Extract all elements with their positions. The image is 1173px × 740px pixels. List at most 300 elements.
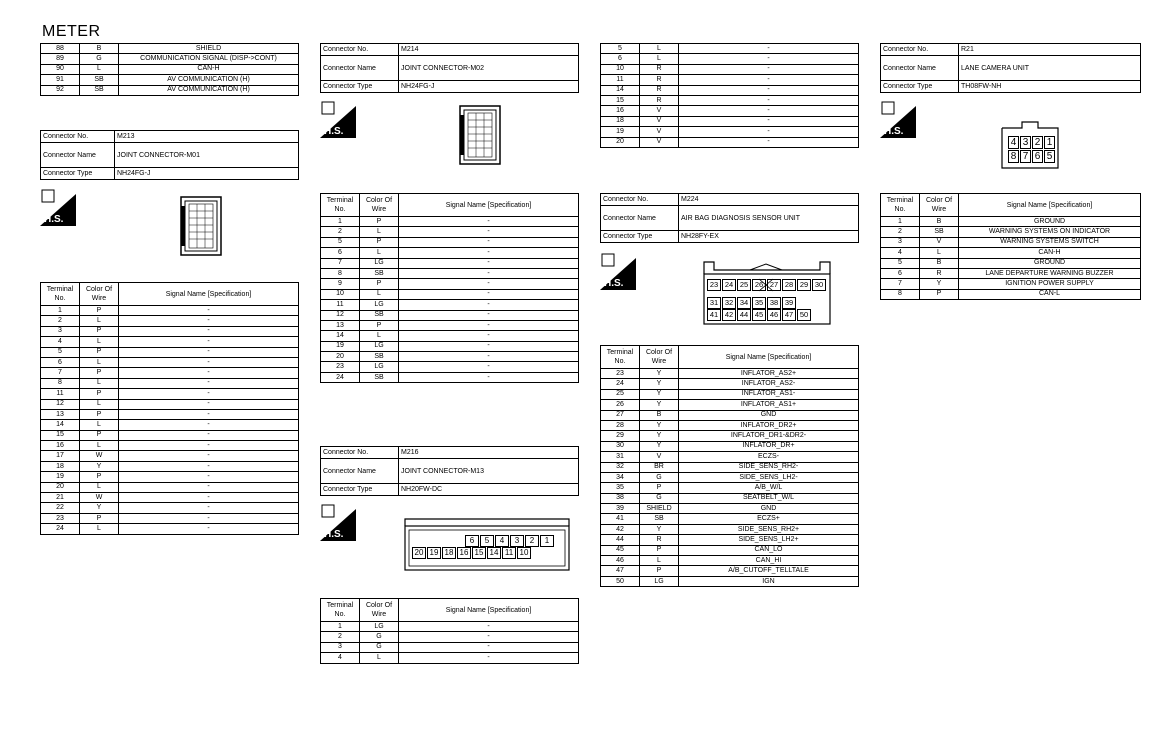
table-row bbox=[601, 75, 859, 85]
m214-connector-icon bbox=[459, 105, 501, 165]
terminal-no-cell: 22 bbox=[41, 503, 80, 513]
wire-color-cell: V bbox=[640, 137, 679, 147]
table-row bbox=[321, 237, 579, 247]
harness-side-icon bbox=[320, 503, 356, 541]
terminal-no-cell: 46 bbox=[601, 556, 640, 566]
wire-color-cell: SHIELD bbox=[640, 504, 679, 514]
signal-name-cell: - bbox=[119, 389, 299, 399]
table-row bbox=[41, 326, 299, 336]
wire-color-cell: P bbox=[80, 347, 119, 357]
wire-color-cell: G bbox=[640, 472, 679, 482]
terminal-no-cell: 15 bbox=[41, 430, 80, 440]
table-row bbox=[601, 64, 859, 74]
table-row bbox=[881, 248, 1141, 258]
table-row bbox=[601, 514, 859, 524]
wire-color-cell: P bbox=[80, 513, 119, 523]
signal-name-cell: SIDE_SENS_LH2+ bbox=[679, 535, 859, 545]
table-row bbox=[601, 44, 859, 54]
terminal-no-cell: 35 bbox=[601, 483, 640, 493]
table-row bbox=[321, 217, 579, 227]
signal-name-cell: - bbox=[119, 472, 299, 482]
signal-name-cell: - bbox=[119, 420, 299, 430]
table-row bbox=[321, 331, 579, 341]
table-row bbox=[321, 632, 579, 642]
signal-name-cell: - bbox=[679, 116, 859, 126]
terminal-no-cell: 10 bbox=[601, 64, 640, 74]
table-row bbox=[41, 430, 299, 440]
terminal-no-cell: 11 bbox=[601, 75, 640, 85]
table-row bbox=[601, 483, 859, 493]
signal-name-cell: - bbox=[119, 524, 299, 534]
signal-name-cell: - bbox=[679, 75, 859, 85]
pin-label: 15 bbox=[472, 547, 486, 559]
m216-signal-table bbox=[320, 598, 579, 664]
table-row bbox=[881, 279, 1141, 289]
table-row bbox=[601, 137, 859, 147]
signal-name-cell: - bbox=[679, 137, 859, 147]
terminal-no-cell: 13 bbox=[321, 320, 360, 330]
r21-connector-info bbox=[880, 43, 1141, 93]
signal-name-header: Signal Name [Specification] bbox=[399, 599, 579, 622]
wire-color-cell: LG bbox=[640, 576, 679, 586]
table-row bbox=[41, 461, 299, 471]
pin-label: 46 bbox=[767, 309, 781, 321]
harness-side-icon bbox=[600, 252, 636, 290]
terminal-no-cell: 19 bbox=[321, 341, 360, 351]
wire-color-cell: L bbox=[80, 420, 119, 430]
terminal-no-cell: 32 bbox=[601, 462, 640, 472]
terminal-no-cell: 14 bbox=[321, 331, 360, 341]
table-row bbox=[321, 362, 579, 372]
table-row bbox=[41, 75, 299, 85]
pin-label: 32 bbox=[722, 297, 736, 309]
terminal-no-cell: 6 bbox=[601, 54, 640, 64]
terminal-no-cell: 9 bbox=[321, 279, 360, 289]
table-row bbox=[321, 258, 579, 268]
pin-label: 2 bbox=[525, 535, 539, 547]
table-row bbox=[601, 493, 859, 503]
pin-label: 27 bbox=[767, 279, 781, 291]
signal-name-cell: - bbox=[399, 300, 579, 310]
terminal-no-cell: 24 bbox=[41, 524, 80, 534]
connector-type-label: Connector Type bbox=[601, 231, 679, 243]
m224-connector-info bbox=[600, 193, 859, 243]
terminal-no-cell: 34 bbox=[601, 472, 640, 482]
pin-label: 8 bbox=[1008, 150, 1019, 163]
table-row bbox=[41, 472, 299, 482]
signal-name-cell: - bbox=[119, 337, 299, 347]
table-row bbox=[321, 352, 579, 362]
table-row bbox=[41, 399, 299, 409]
signal-name-cell: - bbox=[119, 409, 299, 419]
terminal-no-cell: 2 bbox=[321, 632, 360, 642]
signal-name-header: Signal Name [Specification] bbox=[399, 194, 579, 217]
table-row bbox=[321, 300, 579, 310]
terminal-no-cell: 14 bbox=[601, 85, 640, 95]
terminal-no-cell: 10 bbox=[321, 289, 360, 299]
signal-name-cell: INFLATOR_DR1-&DR2- bbox=[679, 431, 859, 441]
wire-color-cell: BR bbox=[640, 462, 679, 472]
signal-name-cell: INFLATOR_AS1+ bbox=[679, 400, 859, 410]
terminal-no-cell: 16 bbox=[41, 441, 80, 451]
signal-name-cell: COMMUNICATION SIGNAL (DISP->CONT) bbox=[119, 54, 299, 64]
pin-label: 20 bbox=[412, 547, 426, 559]
terminal-no-cell: 6 bbox=[321, 248, 360, 258]
signal-name-cell: A/B_CUTOFF_TELLTALE bbox=[679, 566, 859, 576]
connector-type-label: Connector Type bbox=[321, 484, 399, 496]
table-row bbox=[601, 389, 859, 399]
signal-name-cell: SEATBELT_W/L bbox=[679, 493, 859, 503]
wire-color-cell: L bbox=[80, 399, 119, 409]
connector-name-label: Connector Name bbox=[881, 56, 959, 81]
terminal-no-cell: 4 bbox=[321, 653, 360, 663]
connector-name-label: Connector Name bbox=[601, 206, 679, 231]
wire-color-cell: B bbox=[920, 258, 959, 268]
wire-color-cell: R bbox=[640, 64, 679, 74]
signal-name-cell: - bbox=[399, 268, 579, 278]
table-row bbox=[601, 566, 859, 576]
wire-color-cell: W bbox=[80, 451, 119, 461]
harness-side-icon bbox=[40, 188, 76, 226]
table-row bbox=[321, 227, 579, 237]
table-row bbox=[41, 347, 299, 357]
pin-label: 10 bbox=[517, 547, 531, 559]
signal-name-cell: - bbox=[399, 289, 579, 299]
terminal-no-cell: 5 bbox=[601, 44, 640, 54]
terminal-no-cell: 11 bbox=[321, 300, 360, 310]
terminal-no-cell: 2 bbox=[881, 227, 920, 237]
wire-color-cell: L bbox=[360, 248, 399, 258]
signal-name-header: Signal Name [Specification] bbox=[959, 194, 1141, 217]
signal-name-cell: INFLATOR_AS1- bbox=[679, 389, 859, 399]
wire-color-cell: P bbox=[80, 306, 119, 316]
terminal-no-cell: 50 bbox=[601, 576, 640, 586]
terminal-no-header: Terminal No. bbox=[601, 346, 640, 369]
wire-color-cell: P bbox=[80, 326, 119, 336]
signal-name-cell: INFLATOR_AS2+ bbox=[679, 369, 859, 379]
table-row bbox=[881, 258, 1141, 268]
terminal-no-cell: 45 bbox=[601, 545, 640, 555]
connector-no-value: M213 bbox=[115, 131, 299, 143]
terminal-no-header: Terminal No. bbox=[41, 283, 80, 306]
signal-name-cell: ECZS+ bbox=[679, 514, 859, 524]
connector-type-value: NH24FG-J bbox=[115, 168, 299, 180]
pin-label: 3 bbox=[510, 535, 524, 547]
signal-name-cell: - bbox=[399, 320, 579, 330]
wire-color-cell: G bbox=[80, 54, 119, 64]
wire-color-cell: R bbox=[640, 95, 679, 105]
terminal-no-header: Terminal No. bbox=[321, 599, 360, 622]
table-row bbox=[41, 44, 299, 54]
table-row bbox=[601, 127, 859, 137]
table-row bbox=[601, 95, 859, 105]
terminal-no-cell: 3 bbox=[321, 642, 360, 652]
top-signal-table bbox=[40, 43, 299, 96]
signal-name-cell: - bbox=[679, 127, 859, 137]
signal-name-cell: AV COMMUNICATION (H) bbox=[119, 75, 299, 85]
pin-label: 3 bbox=[1020, 136, 1031, 149]
pin-label: 1 bbox=[1044, 136, 1055, 149]
m216-connector-info bbox=[320, 446, 579, 496]
wire-color-cell: G bbox=[360, 632, 399, 642]
wire-color-cell: Y bbox=[640, 400, 679, 410]
terminal-no-cell: 2 bbox=[321, 227, 360, 237]
table-row bbox=[601, 535, 859, 545]
signal-name-cell: - bbox=[679, 85, 859, 95]
terminal-no-cell: 18 bbox=[41, 461, 80, 471]
pin-label: 6 bbox=[465, 535, 479, 547]
terminal-no-cell: 13 bbox=[41, 409, 80, 419]
color-of-wire-header: Color Of Wire bbox=[360, 599, 399, 622]
terminal-no-cell: 23 bbox=[41, 513, 80, 523]
wire-color-cell: R bbox=[920, 268, 959, 278]
pin-label: 31 bbox=[707, 297, 721, 309]
pin-label: 35 bbox=[752, 297, 766, 309]
signal-name-cell: - bbox=[399, 237, 579, 247]
wire-color-cell: P bbox=[80, 472, 119, 482]
wire-color-cell: Y bbox=[80, 461, 119, 471]
table-row bbox=[41, 493, 299, 503]
svg-text:H.S.: H.S. bbox=[324, 529, 344, 540]
wire-color-cell: V bbox=[920, 237, 959, 247]
terminal-no-cell: 1 bbox=[41, 306, 80, 316]
signal-name-cell: GROUND bbox=[959, 258, 1141, 268]
table-row bbox=[601, 85, 859, 95]
wire-color-cell: L bbox=[80, 357, 119, 367]
wire-color-cell: L bbox=[80, 441, 119, 451]
wire-color-cell: P bbox=[80, 368, 119, 378]
table-row bbox=[41, 378, 299, 388]
signal-name-cell: - bbox=[399, 331, 579, 341]
signal-name-cell: WARNING SYSTEMS ON INDICATOR bbox=[959, 227, 1141, 237]
table-row bbox=[41, 368, 299, 378]
terminal-no-cell: 20 bbox=[41, 482, 80, 492]
pin-label: 16 bbox=[457, 547, 471, 559]
table-row bbox=[601, 576, 859, 586]
svg-text:H.S.: H.S. bbox=[884, 126, 904, 137]
terminal-no-cell: 24 bbox=[321, 372, 360, 382]
signal-name-cell: - bbox=[119, 493, 299, 503]
signal-name-cell: - bbox=[399, 632, 579, 642]
table-row bbox=[321, 279, 579, 289]
pin-label: 6 bbox=[1032, 150, 1043, 163]
terminal-no-cell: 12 bbox=[321, 310, 360, 320]
connector-no-value: R21 bbox=[959, 44, 1141, 56]
table-row bbox=[41, 357, 299, 367]
connector-type-label: Connector Type bbox=[321, 81, 399, 93]
wire-color-cell: Y bbox=[920, 279, 959, 289]
signal-name-cell: - bbox=[679, 106, 859, 116]
signal-name-cell: GND bbox=[679, 504, 859, 514]
m213-connector-info bbox=[40, 130, 299, 180]
connector-type-label: Connector Type bbox=[881, 81, 959, 93]
terminal-no-cell: 5 bbox=[41, 347, 80, 357]
terminal-no-cell: 28 bbox=[601, 420, 640, 430]
terminal-no-cell: 39 bbox=[601, 504, 640, 514]
wire-color-cell: P bbox=[80, 430, 119, 440]
wire-color-cell: LG bbox=[360, 341, 399, 351]
wire-color-cell: LG bbox=[360, 362, 399, 372]
table-row bbox=[601, 504, 859, 514]
wire-color-cell: P bbox=[80, 389, 119, 399]
table-row bbox=[41, 389, 299, 399]
pin-label: 28 bbox=[782, 279, 796, 291]
wire-color-cell: Y bbox=[80, 503, 119, 513]
m214-signal-table bbox=[320, 193, 579, 383]
terminal-no-cell: 1 bbox=[321, 217, 360, 227]
wire-color-cell: V bbox=[640, 452, 679, 462]
signal-name-header: Signal Name [Specification] bbox=[119, 283, 299, 306]
signal-name-cell: IGN bbox=[679, 576, 859, 586]
wire-color-cell: P bbox=[80, 409, 119, 419]
pin-label: 39 bbox=[782, 297, 796, 309]
table-row bbox=[601, 379, 859, 389]
wire-color-cell: SB bbox=[360, 268, 399, 278]
table-row bbox=[601, 524, 859, 534]
connector-no-label: Connector No. bbox=[881, 44, 959, 56]
table-row bbox=[321, 320, 579, 330]
svg-text:H.S.: H.S. bbox=[324, 126, 344, 137]
table-row bbox=[601, 441, 859, 451]
m216-connector-icon bbox=[401, 518, 573, 572]
terminal-no-cell: 18 bbox=[601, 116, 640, 126]
connector-name-value: AIR BAG DIAGNOSIS SENSOR UNIT bbox=[679, 206, 859, 231]
continuation-signal-table bbox=[600, 43, 859, 148]
connector-name-label: Connector Name bbox=[321, 56, 399, 81]
signal-name-cell: - bbox=[119, 326, 299, 336]
signal-name-cell: - bbox=[399, 217, 579, 227]
color-of-wire-header: Color Of Wire bbox=[920, 194, 959, 217]
wire-color-cell: Y bbox=[640, 379, 679, 389]
table-row bbox=[41, 316, 299, 326]
pin-label: 23 bbox=[707, 279, 721, 291]
terminal-no-cell: 27 bbox=[601, 410, 640, 420]
pin-label: 38 bbox=[767, 297, 781, 309]
pin-label: 42 bbox=[722, 309, 736, 321]
terminal-no-cell: 42 bbox=[601, 524, 640, 534]
table-row bbox=[321, 653, 579, 663]
signal-name-cell: - bbox=[399, 258, 579, 268]
signal-name-header: Signal Name [Specification] bbox=[679, 346, 859, 369]
signal-name-cell: - bbox=[119, 430, 299, 440]
wire-color-cell: V bbox=[640, 116, 679, 126]
terminal-no-cell: 8 bbox=[321, 268, 360, 278]
signal-name-cell: - bbox=[679, 64, 859, 74]
table-row bbox=[601, 452, 859, 462]
terminal-no-cell: 3 bbox=[41, 326, 80, 336]
terminal-no-cell: 26 bbox=[601, 400, 640, 410]
terminal-no-cell: 91 bbox=[41, 75, 80, 85]
wire-color-cell: Y bbox=[640, 431, 679, 441]
color-of-wire-header: Color Of Wire bbox=[80, 283, 119, 306]
signal-name-cell: A/B_W/L bbox=[679, 483, 859, 493]
table-row bbox=[41, 337, 299, 347]
wire-color-cell: SB bbox=[80, 75, 119, 85]
terminal-no-cell: 3 bbox=[881, 237, 920, 247]
m224-connector-icon bbox=[702, 260, 832, 326]
connector-name-value: JOINT CONNECTOR-M01 bbox=[115, 143, 299, 168]
table-row bbox=[881, 227, 1141, 237]
terminal-no-cell: 92 bbox=[41, 85, 80, 95]
signal-name-cell: - bbox=[119, 368, 299, 378]
table-row bbox=[601, 54, 859, 64]
m214-connector-info bbox=[320, 43, 579, 93]
terminal-no-cell: 12 bbox=[41, 399, 80, 409]
signal-name-cell: - bbox=[399, 622, 579, 632]
pin-label: 29 bbox=[797, 279, 811, 291]
wire-color-cell: R bbox=[640, 535, 679, 545]
terminal-no-cell: 1 bbox=[881, 217, 920, 227]
signal-name-cell: CAN-L bbox=[959, 289, 1141, 299]
signal-name-cell: - bbox=[119, 482, 299, 492]
table-row bbox=[601, 545, 859, 555]
signal-name-cell: GROUND bbox=[959, 217, 1141, 227]
table-row bbox=[41, 85, 299, 95]
connector-no-label: Connector No. bbox=[601, 194, 679, 206]
table-row bbox=[601, 116, 859, 126]
table-row bbox=[601, 106, 859, 116]
table-row bbox=[601, 462, 859, 472]
wire-color-cell: P bbox=[920, 289, 959, 299]
table-row bbox=[321, 289, 579, 299]
table-row bbox=[41, 64, 299, 74]
pin-label: 24 bbox=[722, 279, 736, 291]
wire-color-cell: SB bbox=[920, 227, 959, 237]
wire-color-cell: L bbox=[80, 64, 119, 74]
table-row bbox=[321, 268, 579, 278]
signal-name-cell: CAN-H bbox=[119, 64, 299, 74]
signal-name-cell: - bbox=[399, 310, 579, 320]
terminal-no-cell: 6 bbox=[41, 357, 80, 367]
terminal-no-cell: 16 bbox=[601, 106, 640, 116]
signal-name-cell: INFLATOR_DR+ bbox=[679, 441, 859, 451]
table-row bbox=[41, 420, 299, 430]
wire-color-cell: Y bbox=[640, 369, 679, 379]
signal-name-cell: ECZS- bbox=[679, 452, 859, 462]
table-row bbox=[881, 268, 1141, 278]
connector-no-value: M224 bbox=[679, 194, 859, 206]
signal-name-cell: - bbox=[119, 503, 299, 513]
signal-name-cell: - bbox=[679, 44, 859, 54]
wire-color-cell: L bbox=[360, 653, 399, 663]
terminal-no-cell: 4 bbox=[41, 337, 80, 347]
pin-label: 34 bbox=[737, 297, 751, 309]
m224-signal-table bbox=[600, 345, 859, 587]
terminal-no-cell: 20 bbox=[601, 137, 640, 147]
terminal-no-cell: 15 bbox=[601, 95, 640, 105]
table-row bbox=[41, 54, 299, 64]
connector-name-value: LANE CAMERA UNIT bbox=[959, 56, 1141, 81]
terminal-no-cell: 19 bbox=[41, 472, 80, 482]
terminal-no-cell: 7 bbox=[321, 258, 360, 268]
signal-name-cell: - bbox=[119, 461, 299, 471]
table-row bbox=[41, 503, 299, 513]
terminal-no-cell: 44 bbox=[601, 535, 640, 545]
signal-name-cell: - bbox=[119, 378, 299, 388]
pin-label: 5 bbox=[1044, 150, 1055, 163]
pin-label: 50 bbox=[797, 309, 811, 321]
wire-color-cell: V bbox=[640, 127, 679, 137]
wire-color-cell: SB bbox=[80, 85, 119, 95]
terminal-no-cell: 31 bbox=[601, 452, 640, 462]
terminal-no-cell: 41 bbox=[601, 514, 640, 524]
wire-color-cell: LG bbox=[360, 258, 399, 268]
terminal-no-cell: 8 bbox=[41, 378, 80, 388]
signal-name-cell: SIDE_SENS_RH2- bbox=[679, 462, 859, 472]
m213-connector-icon bbox=[180, 196, 222, 256]
terminal-no-cell: 23 bbox=[321, 362, 360, 372]
signal-name-cell: - bbox=[119, 513, 299, 523]
